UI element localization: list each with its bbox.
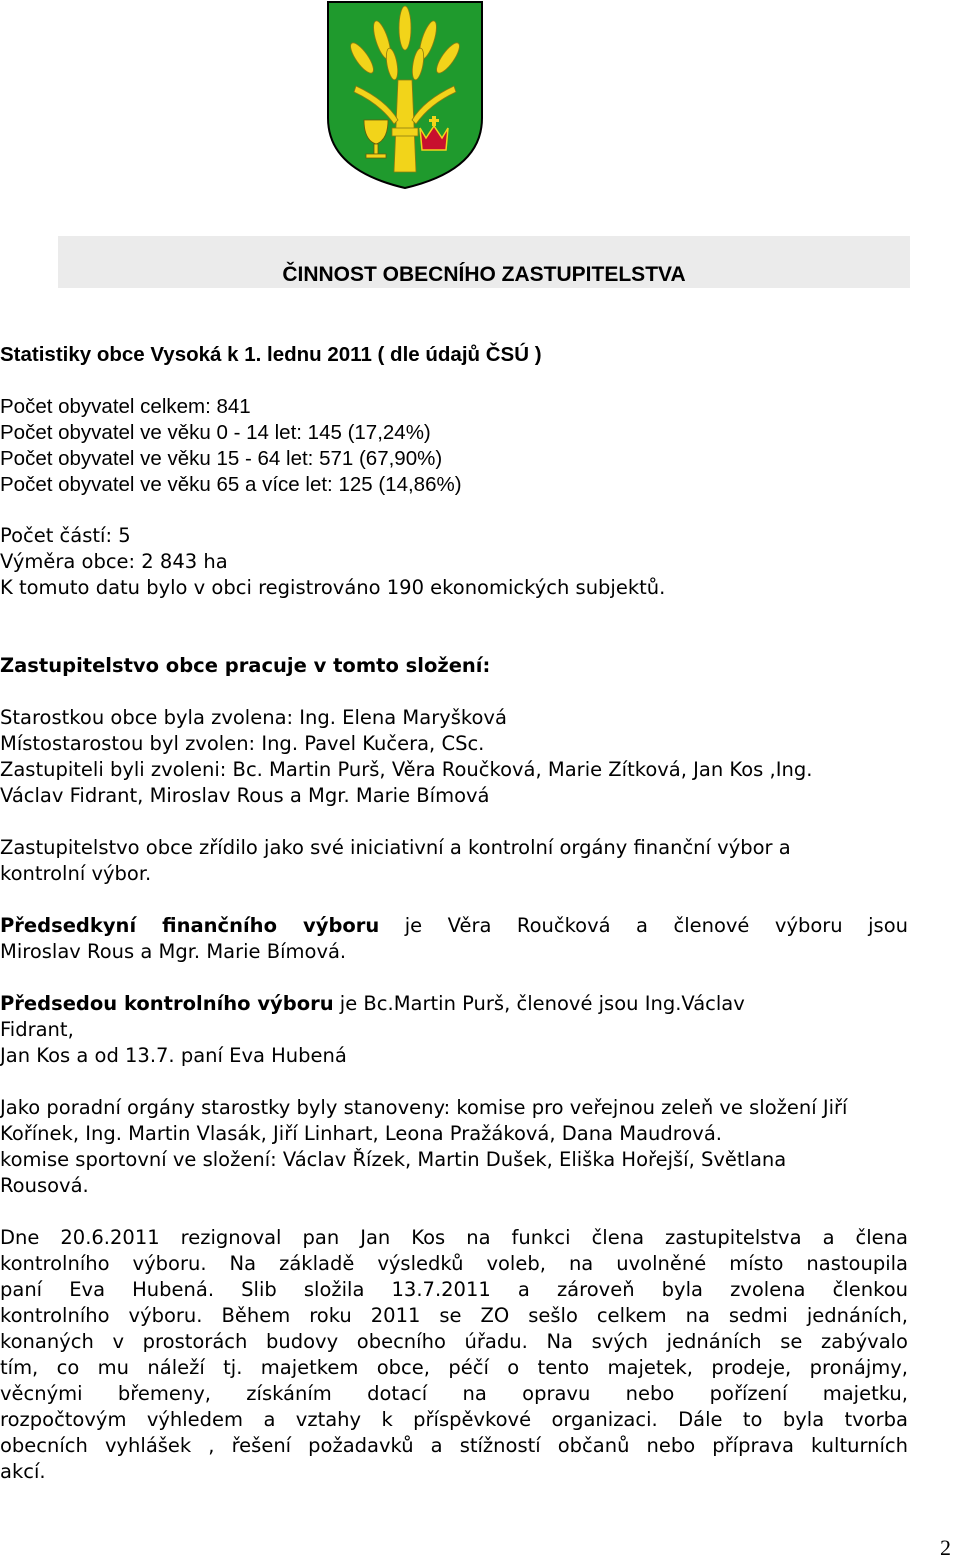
stats-heading: Statistiky obce Vysoká k 1. lednu 2011 ( dle údajů ČSÚ ) xyxy=(0,343,542,366)
finance-committee-line2: Miroslav Rous a Mgr. Marie Bímová. xyxy=(0,940,347,963)
finance-committee-label: Předsedkyní finančního výboru xyxy=(0,914,380,937)
control-committee-line1 xyxy=(0,992,745,1015)
paragraph-line: tím, co mu náleží tj. majetkem obce, péčí o tento majetek, prodeje, pronájmy, xyxy=(0,1356,908,1379)
page-number: 2 xyxy=(940,1535,951,1560)
control-committee-line3: Jan Kos a od 13.7. paní Eva Hubená xyxy=(0,1044,347,1067)
paragraph-line: věcnými břemeny, získáním dotací na opravu nebo pořízení majetku, xyxy=(0,1382,908,1405)
paragraph-line: kontrolního výboru. Na základě výsledků voleb, na uvolněné místo nastoupila xyxy=(0,1252,908,1275)
stats-age-0-14: Počet obyvatel ve věku 0 - 14 let: 145 (17,24%) xyxy=(0,421,431,444)
advisory-line4: Rousová. xyxy=(0,1174,89,1197)
paragraph-line: Dne 20.6.2011 rezignoval pan Jan Kos na funkci člena zastupitelstva a člena xyxy=(0,1226,908,1249)
advisory-line3: komise sportovní ve složení: Václav Řízek, Martin Dušek, Eliška Hořejší, Světlana xyxy=(0,1148,787,1171)
control-committee-line2: Fidrant, xyxy=(0,1018,74,1041)
paragraph-last-line: akcí. xyxy=(0,1460,46,1483)
paragraph-line: kontrolního výboru. Během roku 2011 se ZO sešlo celkem na sedmi jednáních, xyxy=(0,1304,908,1327)
stats-population-total: Počet obyvatel celkem: 841 xyxy=(0,395,251,418)
council-members-line2: Václav Fidrant, Miroslav Rous a Mgr. Marie Bímová xyxy=(0,784,490,807)
control-committee-label: Předsedou kontrolního výboru xyxy=(0,992,334,1015)
finance-committee-line1 xyxy=(0,914,908,937)
coat-of-arms-emblem xyxy=(326,0,484,190)
stats-area: Výměra obce: 2 843 ha xyxy=(0,550,228,573)
committees-intro-line1: Zastupitelstvo obce zřídilo jako své iniciativní a kontrolní orgány finanční výbor a xyxy=(0,836,791,859)
paragraph-line: obecních vyhlášek , řešení požadavků a stížností občanů nebo příprava kulturních xyxy=(0,1434,908,1457)
stats-age-65-plus: Počet obyvatel ve věku 65 a více let: 125 (14,86%) xyxy=(0,473,462,496)
finance-committee-text: je Věra Roučková a členové výboru jsou xyxy=(379,914,908,937)
advisory-line1: Jako poradní orgány starostky byly stanoveny: komise pro veřejnou zeleň ve složení Jiří xyxy=(0,1096,848,1119)
stats-subjects: K tomuto datu bylo v obci registrováno 190 ekonomických subjektů. xyxy=(0,576,666,599)
control-committee-text: je Bc.Martin Purš, členové jsou Ing.Václav xyxy=(333,992,745,1015)
page-title: ČINNOST OBECNÍHO ZASTUPITELSTVA xyxy=(282,263,686,286)
council-heading: Zastupitelstvo obce pracuje v tomto složení: xyxy=(0,654,491,677)
paragraph-line: rozpočtovým výhledem a vztahy k příspěvkové organizaci. Dále to byla tvorba xyxy=(0,1408,908,1431)
paragraph-line: konaných v prostorách budovy obecního úřadu. Na svých jednáních se zabývalo xyxy=(0,1330,908,1353)
advisory-line2: Kořínek, Ing. Martin Vlasák, Jiří Linhart, Leona Pražáková, Dana Maudrová. xyxy=(0,1122,722,1145)
stats-age-15-64: Počet obyvatel ve věku 15 - 64 let: 571 (67,90%) xyxy=(0,447,443,470)
stats-parts: Počet částí: 5 xyxy=(0,524,131,547)
paragraph-line: paní Eva Hubená. Slib složila 13.7.2011 a zároveň byla zvolena členkou xyxy=(0,1278,908,1301)
council-mayor: Starostkou obce byla zvolena: Ing. Elena Maryšková xyxy=(0,706,507,729)
council-deputy: Místostarostou byl zvolen: Ing. Pavel Kučera, CSc. xyxy=(0,732,485,755)
title-banner xyxy=(58,236,910,288)
council-members-line1: Zastupiteli byli zvoleni: Bc. Martin Purš, Věra Roučková, Marie Zítková, Jan Kos ,Ing. xyxy=(0,758,813,781)
committees-intro-line2: kontrolní výbor. xyxy=(0,862,152,885)
